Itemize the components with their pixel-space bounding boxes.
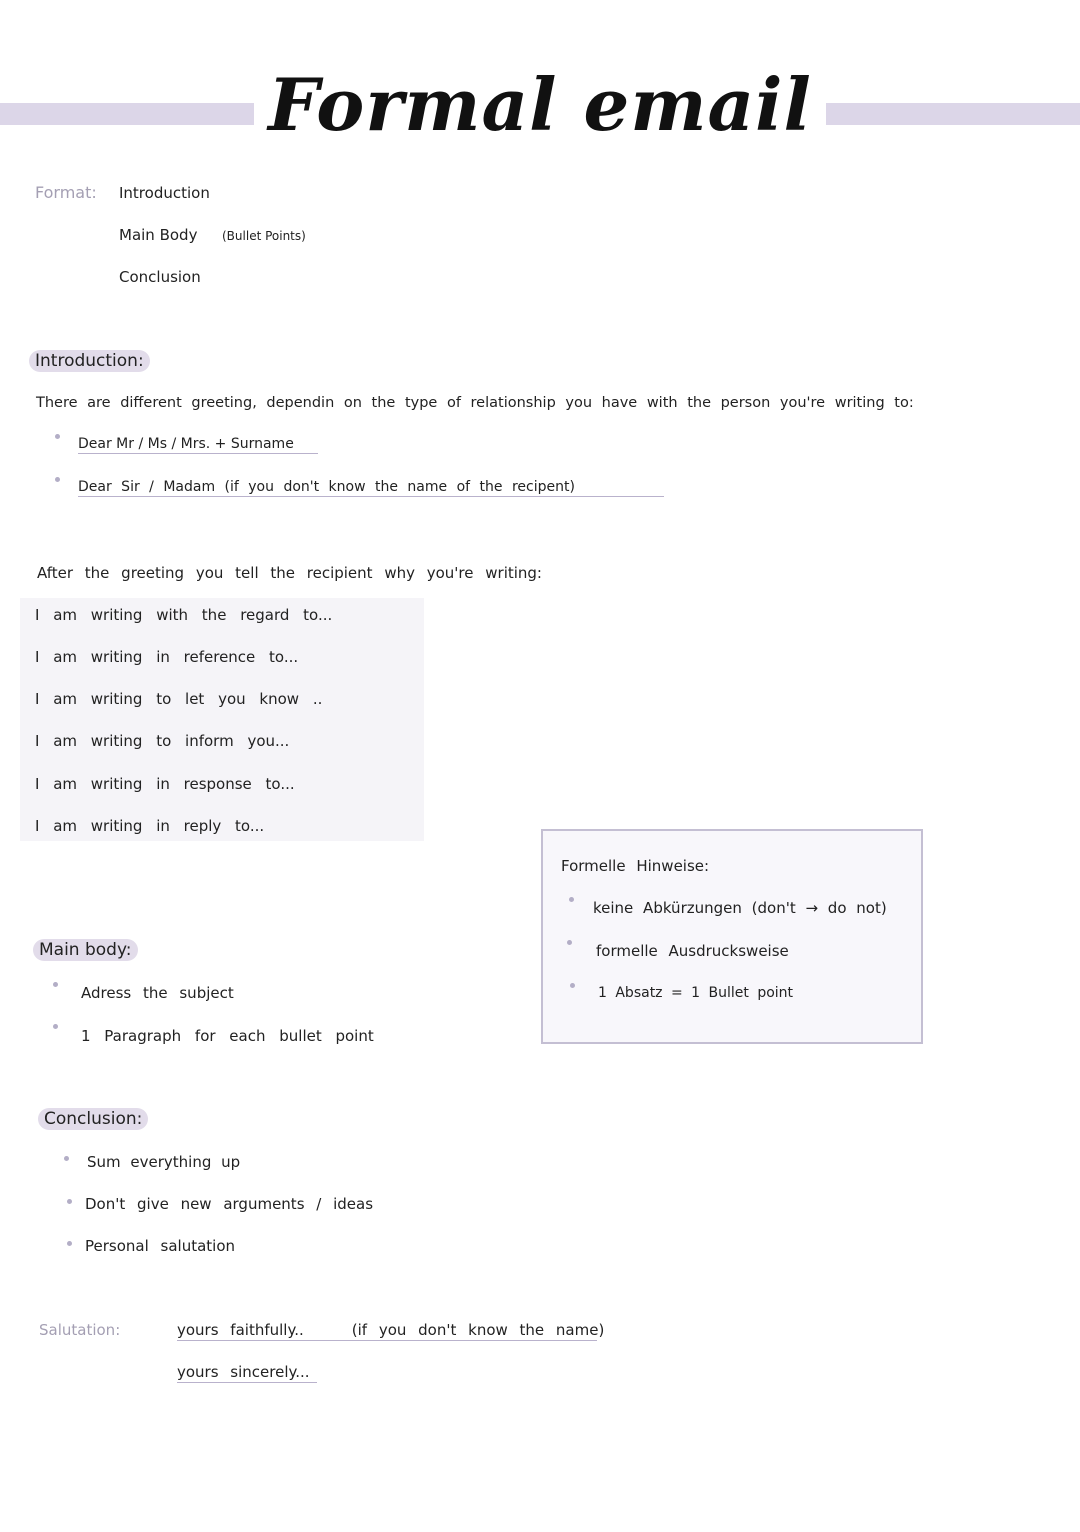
format-item: Introduction — [119, 184, 210, 202]
greeting-item: Dear Sir / Madam (if you don't know the name of the recipent) — [78, 479, 664, 497]
main-body-heading: Main body: — [33, 939, 138, 961]
bullet-icon — [569, 897, 574, 902]
bullet-icon — [53, 982, 58, 987]
phrase-item: I am writing to inform you... — [35, 732, 290, 750]
phrase-item: I am writing in response to... — [35, 775, 295, 793]
conclusion-item: Don't give new arguments / ideas — [85, 1195, 374, 1213]
bullet-icon — [55, 434, 60, 439]
phrase-item: I am writing with the regard to... — [35, 606, 333, 624]
hints-heading: Formelle Hinweise: — [561, 857, 710, 875]
main-body-item: Adress the subject — [81, 984, 234, 1002]
format-label: Format: — [35, 183, 97, 202]
hint-item: 1 Absatz = 1 Bullet point — [598, 985, 794, 1001]
bullet-icon — [67, 1199, 72, 1204]
salutation-item: yours sincerely... — [177, 1363, 317, 1383]
salutation-item — [177, 1321, 605, 1341]
bullet-icon — [67, 1241, 72, 1246]
bullet-icon — [567, 940, 572, 945]
introduction-heading: Introduction: — [29, 350, 150, 372]
page-title: Formal email — [0, 62, 1080, 147]
bullet-icon — [55, 477, 60, 482]
after-greeting-text: After the greeting you tell the recipient why you're writing: — [37, 564, 542, 582]
hint-item: keine Abkürzungen (don't → do not) — [593, 899, 887, 917]
main-body-item: 1 Paragraph for each bullet point — [81, 1027, 374, 1045]
conclusion-item: Personal salutation — [85, 1237, 236, 1255]
salutation-note: (if you don't know the name) — [351, 1321, 605, 1339]
phrase-item: I am writing in reference to... — [35, 648, 299, 666]
phrase-item: I am writing in reply to... — [35, 817, 265, 835]
introduction-text: There are different greeting, dependin on the type of relationship you have with the person you're writing to: — [36, 395, 914, 411]
bullet-icon — [64, 1156, 69, 1161]
conclusion-heading: Conclusion: — [38, 1108, 148, 1130]
salutation-text: yours faithfully.. — [177, 1321, 304, 1339]
salutation-label: Salutation: — [39, 1321, 121, 1339]
format-item: Conclusion — [119, 268, 201, 286]
conclusion-item: Sum everything up — [87, 1153, 241, 1171]
phrases-box — [20, 598, 424, 841]
format-item: Main Body — [119, 226, 198, 244]
greeting-item: Dear Mr / Ms / Mrs. + Surname — [78, 436, 318, 454]
format-note: (Bullet Points) — [222, 229, 306, 243]
phrase-item: I am writing to let you know .. — [35, 690, 323, 708]
bullet-icon — [570, 983, 575, 988]
hint-item: formelle Ausdrucksweise — [596, 942, 789, 960]
bullet-icon — [53, 1024, 58, 1029]
